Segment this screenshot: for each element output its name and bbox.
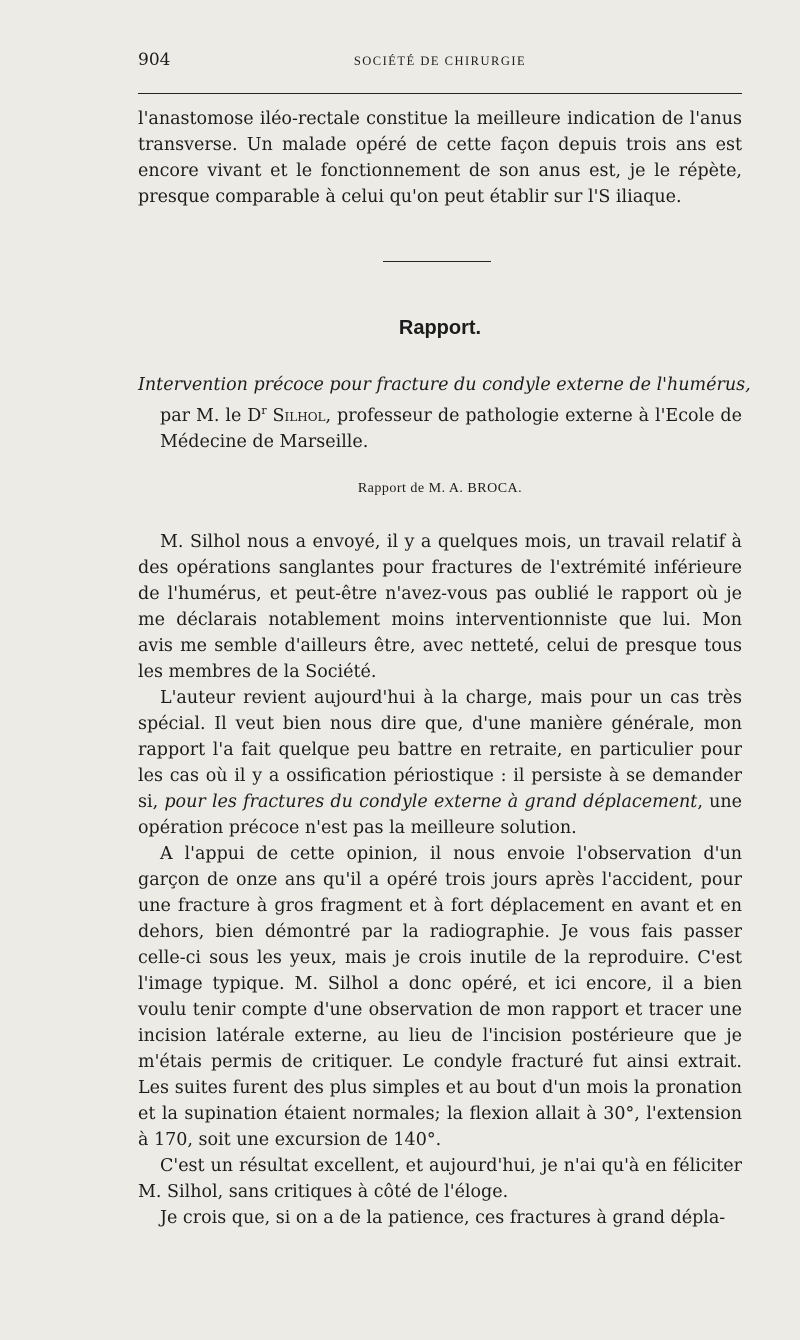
header-rule	[138, 93, 742, 94]
author-name: Silhol	[272, 405, 326, 426]
intro-paragraph	[138, 106, 742, 210]
intro-text: l'anastomose iléo-rectale constitue la meilleure indication de l'anus transverse. Un malade opéré de cette façon depuis trois ans est encore vivant et le fonctionnement de son anus est, je le répète, presque comparable à celui qu'on peut établir sur l'S iliaque.	[138, 109, 742, 207]
body-paragraph-4: C'est un résultat excellent, et aujourd'hui, je n'ai qu'à en féliciter M. Silhol, sans critiques à côté de l'éloge.	[138, 1156, 742, 1202]
body-paragraph-3: A l'appui de cette opinion, il nous envoie l'observation d'un garçon de onze ans qu'il a opéré trois jours après l'accident, pour une fracture à gros fragment et à fort déplacement en avant et en dehors, bien démontré par la radiographie. Je vous fais passer celle-ci sous les yeux, mais je crois inutile de la reproduire. C'est l'image typique. M. Silhol a donc opéré, et ici encore, il a bien voulu tenir compte d'une observation de mon rapport et tracer une incision latérale externe, au lieu de l'incision postérieure que je m'étais permis de critiquer. Le condyle fracturé fut ainsi extrait. Les suites furent des plus simples et au bout d'un mois la pronation et la supination étaient normales; la flexion allait à 30°, l'extension à 170, soit une excursion de 140°.	[138, 844, 742, 1150]
author-line	[138, 398, 742, 455]
body-text	[138, 529, 742, 1231]
section-title: Rapport.	[398, 317, 482, 339]
page-header	[138, 50, 742, 74]
para2-end: , une opération précoce n'est pas la meilleure solution.	[138, 792, 743, 838]
page-number: 904	[138, 50, 171, 70]
running-head: SOCIÉTÉ DE CHIRURGIE	[353, 54, 527, 68]
body-paragraph-1: M. Silhol nous a envoyé, il y a quelques mois, un travail relatif à des opérations sanglantes pour fractures de l'extrémité inférieure de l'humérus, et peut-être n'avez-vous pas oublié le rapport où je me déclarais notablement moins interventionniste que lui. Mon avis me semble d'ailleurs être, avec netteté, celui de presque tous les membres de la Société.	[138, 532, 742, 682]
reporter-line: Rapport de M. A. BROCA.	[357, 481, 523, 496]
section-separator	[383, 261, 491, 262]
para2-italic: pour les fractures du condyle externe à grand déplacement	[164, 792, 698, 812]
paper-title: Intervention précoce pour fracture du condyle externe de l'humérus,	[138, 375, 751, 395]
para2-start: L'auteur revient aujourd'hui à la charge, mais pour un cas très spécial. Il veut bien nous dire que, d'une manière générale, mon rapport l'a fait quelque peu battre en retraite, en particulier pour les cas où il y a ossification périostique : il persiste à se demander si,	[138, 688, 742, 812]
author-suffix: , professeur de pathologie externe à l'Ecole de Médecine de Marseille.	[160, 405, 742, 452]
author-prefix-sup: r	[261, 404, 267, 417]
body-paragraph-2	[138, 685, 742, 841]
author-prefix: par M. le D	[160, 405, 262, 426]
paper-title-block	[138, 372, 751, 455]
body-paragraph-5: Je crois que, si on a de la patience, ces fractures à grand dépla-	[160, 1208, 726, 1228]
